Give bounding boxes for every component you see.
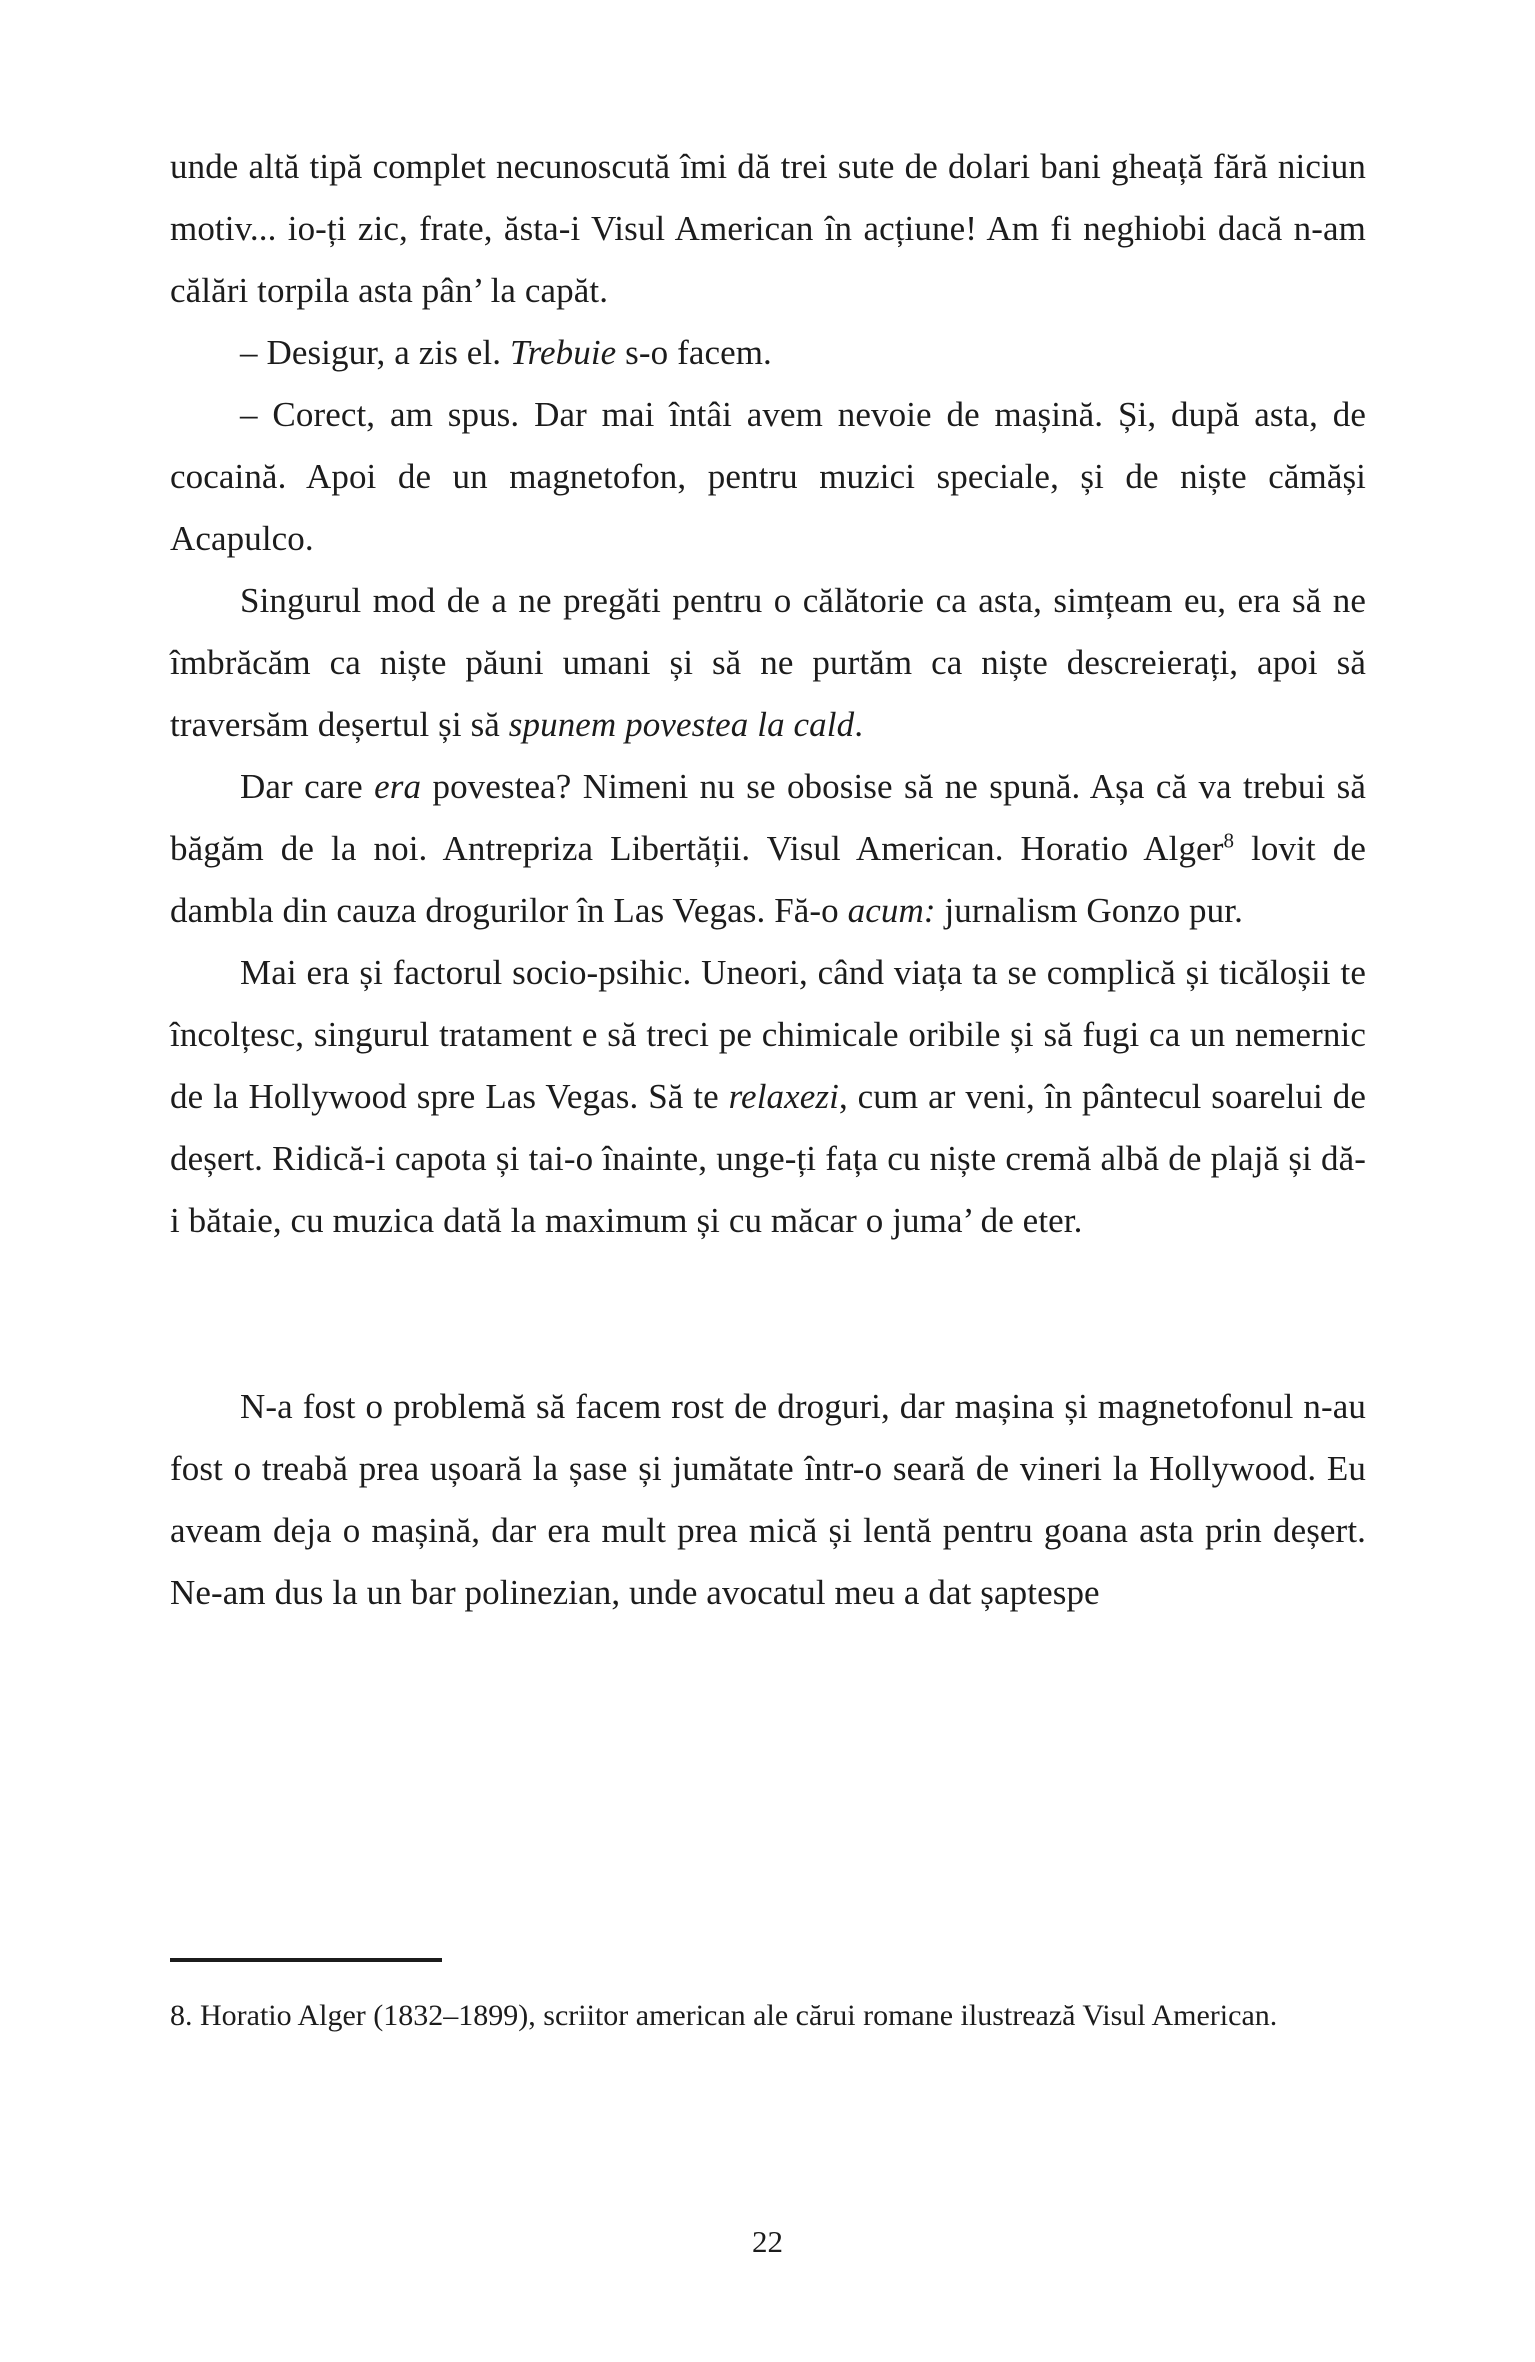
paragraph	[170, 384, 1366, 570]
footnote-divider	[170, 1958, 442, 1962]
text-run: N-a fost o problemă să facem rost de droguri, dar mașina și magnetofonul n-au fost o treabă prea ușoară la șase și jumătate într-o seară de vineri la Hollywood. Eu aveam deja o mașină, dar era mult prea mică și lentă pentru goana asta prin deșert. Ne-am dus la un bar polinezian, unde avocatul meu a dat șaptespe	[170, 1387, 1366, 1612]
paragraph	[170, 1376, 1366, 1624]
text-run: Dar care	[240, 767, 375, 806]
footnote-text: Horatio Alger (1832–1899), scriitor american ale cărui romane ilustrează Visul American.	[192, 1999, 1278, 2032]
page-number: 22	[752, 2224, 783, 2259]
text-run: – Corect, am spus. Dar mai întâi avem nevoie de mașină. Și, după asta, de cocaină. Apoi de un magnetofon, pentru muzici speciale, și de niște cămăși Acapulco.	[170, 395, 1366, 558]
footnote	[170, 1992, 1366, 2039]
italic-run: era	[374, 767, 422, 806]
body-text	[170, 136, 1366, 1624]
text-run: , cum ar veni, în pântecul soarelui de deșert. Ridică-i capota și tai-o înainte, unge-ți fața cu niște cremă albă de plajă și dă-i bătaie, cu muzica dată la maximum și cu măcar o juma’ de eter.	[170, 1077, 1366, 1240]
text-run: lovit de dambla din cauza drogurilor în Las Vegas. Fă-o	[170, 829, 1366, 930]
paragraph	[170, 136, 1366, 322]
paragraph	[170, 756, 1366, 942]
paragraph	[170, 322, 1366, 384]
text-run: s-o facem.	[616, 333, 772, 372]
italic-run: acum:	[847, 891, 936, 930]
text-run: jurnalism Gonzo pur.	[935, 891, 1243, 930]
text-run: .	[854, 705, 864, 744]
italic-run: Trebuie	[509, 333, 617, 372]
text-run: Mai era și factorul socio-psihic. Uneori, când viața ta se complică și ticăloșii te încolțesc, singurul tratament e să treci pe chimicale oribile și să fugi ca un nemernic de la Hollywood spre Las Vegas. Să te	[170, 953, 1366, 1116]
footnote-marker: 8.	[170, 1999, 193, 2032]
paragraph	[170, 570, 1366, 756]
italic-run: relaxezi	[728, 1077, 839, 1116]
paragraph	[170, 942, 1366, 1252]
text-run: – Desigur, a zis el.	[240, 333, 510, 372]
text-run: unde altă tipă complet necunoscută îmi dă trei sute de dolari bani gheață fără niciun motiv... io-ți zic, frate, ăsta-i Visul American în acțiune! Am fi neghiobi dacă n-am călări torpila asta pân’ la capăt.	[170, 147, 1366, 310]
text-run: povestea? Nimeni nu se obosise să ne spună. Așa că va trebui să băgăm de la noi. Antrepriza Libertății. Visul American. Horatio Alger	[170, 767, 1366, 868]
footnote-area	[170, 1958, 1366, 2039]
footnote-ref: 8	[1223, 828, 1235, 853]
italic-run: spunem povestea la cald	[508, 705, 855, 744]
text-run: Singurul mod de a ne pregăti pentru o călătorie ca asta, simțeam eu, era să ne îmbrăcăm ca niște păuni umani și să ne purtăm ca niște descreierați, apoi să traversăm deșertul și să	[170, 581, 1366, 744]
